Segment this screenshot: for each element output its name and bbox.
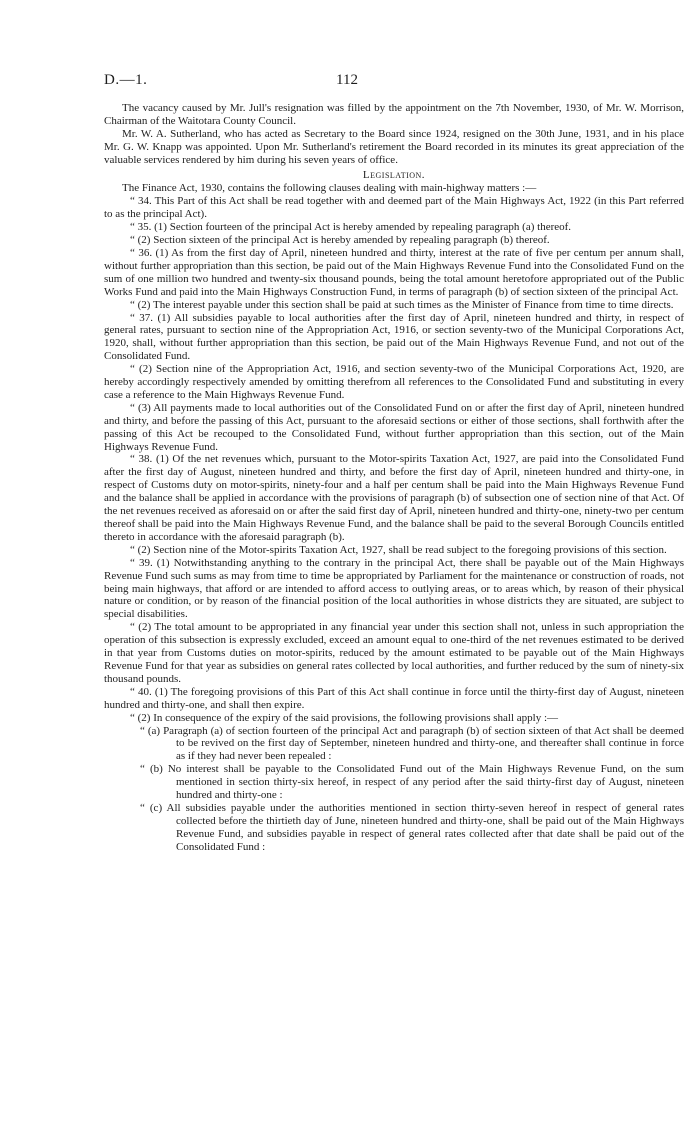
clause: “ (2) Section nine of the Motor-spirits Taxation Act, 1927, shall be read subject to the foregoing provisions of this section.: [130, 543, 667, 556]
clause: “ 35. (1) Section fourteen of the principal Act is hereby amended by repealing paragraph (a) thereof.: [130, 221, 572, 234]
document-reference: D.—1.: [104, 72, 148, 88]
paragraph: The vacancy caused by Mr. Jull's resignation was filled by the appointment on the 7th November, 1930, of Mr. W. Morrison, Chairman of the Waitotara County Council.: [104, 102, 684, 127]
clause: “ 37. (1) All subsidies payable to local authorities after the first day of April, nineteen hundred and thirty, in respect of general rates, pursuant to section nine of the Appropriation Act, 1916, or section seventy-two of the Municipal Corporations Act, 1920, shall, without further appropriation than this section, be paid out of the Main Highways Revenue Fund, and not out of the Consolidated Fund.: [104, 311, 684, 363]
sub-clause: “ (a) Paragraph (a) of section fourteen of the principal Act and paragraph (b) of section sixteen of that Act shall be deemed to be revived on the first day of September, nineteen hundred and thirty-one, and thereafter shall continue in force as if they had never been repealed :: [140, 724, 684, 763]
section-heading: Legislation.: [362, 168, 426, 181]
clause: “ (2) The total amount to be appropriated in any financial year under this section shall not, unless in such appropriation the operation of this subsection is expressly excluded, exceed an amount equal to one-third of the net revenues estimated to be derived in that year from Customs duties on motor-spirits, reduced by the amount estimated to be payable out of the Main Highways Revenue Fund for that year as subsidies on general rates collected by local authorities, and further reduced by the sum of ninety-six thousand pounds.: [104, 621, 684, 685]
clause: “ (2) Section sixteen of the principal Act is hereby amended by repealing paragraph (b) thereof.: [130, 234, 550, 247]
page-number: 112: [336, 72, 358, 88]
clause: “ 36. (1) As from the first day of April, nineteen hundred and thirty, interest at the rate of five per centum per annum shall, without further appropriation than this section, be paid out of the Main Highways Revenue Fund into the Consolidated Fund on the sum of one million two hundred and twenty-six thousand pounds, being the total amount heretofore appropriated out of the Public Works Fund and paid into the Main Highways Construction Fund, in terms of paragraph (b) of section sixteen of the principal Act.: [104, 246, 684, 298]
clause: “ 38. (1) Of the net revenues which, pursuant to the Motor-spirits Taxation Act, 1927, are paid into the Consolidated Fund after the first day of August, nineteen hundred and thirty, and before the first day of April, nineteen hundred and thirty-one, in respect of Customs duty on motor-spirits, ninety-four and a half per centum shall be paid into the Main Highways Revenue Fund and the balance shall be applied in accordance with the provisions of paragraph (b) of subsection one of section nine of that Act. Of the net revenues received as aforesaid on or after the said first day of April, nineteen hundred and thirty-one, ninety-two per centum thereof shall be paid into the Main Highways Revenue Fund, and the balance shall be paid to the several Borough Councils entitled thereto in accordance with the aforesaid paragraph (b).: [104, 453, 684, 543]
clause: “ (2) Section nine of the Appropriation Act, 1916, and section seventy-two of the Municipal Corporations Act, 1920, are hereby accordingly respectively amended by omitting therefrom all references to the Consolidated Fund and substituting in every case a reference to the Main Highways Revenue Fund.: [104, 363, 684, 401]
clause: “ 34. This Part of this Act shall be read together with and deemed part of the Main Highways Act, 1922 (in this Part referred to as the principal Act).: [104, 195, 684, 221]
paragraph: The Finance Act, 1930, contains the following clauses dealing with main-highway matters :—: [122, 182, 537, 195]
clause: “ 39. (1) Notwithstanding anything to the contrary in the principal Act, there shall be payable out of the Main Highways Revenue Fund such sums as may from time to time be appropriated by Parliament for the maintenance or construction of roads, not being main highways, that afford or are intended to afford access to outlying areas, or to areas which, by reason of their physical nature or condition, or by reason of the financial position of the local authorities in whose districts they are situated, are subject to special disabilities.: [104, 556, 684, 621]
paragraph: Mr. W. A. Sutherland, who has acted as Secretary to the Board since 1924, resigned on the 30th June, 1931, and in his place Mr. G. W. Knapp was appointed. Upon Mr. Sutherland's retirement the Board recorded in its minutes its great appreciation of the valuable services rendered by him during his seven years of office.: [104, 127, 684, 166]
document-body: [104, 102, 684, 854]
clause: “ 40. (1) The foregoing provisions of this Part of this Act shall continue in force until the thirty-first day of August, nineteen hundred and thirty-one, and shall then expire.: [104, 685, 684, 711]
sub-clause: “ (c) All subsidies payable under the authorities mentioned in section thirty-seven hereof in respect of general rates collected before the thirtieth day of June, nineteen hundred and thirty-one, shall be paid out of the Main Highways Revenue Fund, and subsidies payable in respect of general rates collected after that date shall be paid out of the Consolidated Fund :: [140, 801, 684, 853]
clause: “ (3) All payments made to local authorities out of the Consolidated Fund on or after the first day of April, nineteen hundred and thirty, and before the passing of this Act, pursuant to the aforesaid sections or either of those sections, shall forthwith after the passing of this Act be recouped to the Consolidated Fund, without further appropriation than this section, out of the Main Highways Revenue Fund.: [104, 401, 684, 453]
clause: “ (2) The interest payable under this section shall be paid at such times as the Minister of Finance from time to time directs.: [130, 298, 674, 311]
sub-clause: “ (b) No interest shall be payable to the Consolidated Fund out of the Main Highways Revenue Fund, on the sum mentioned in section thirty-six hereof, in respect of any period after the said thirty-first day of August, nineteen hundred and thirty-one :: [140, 763, 684, 802]
clause: “ (2) In consequence of the expiry of the said provisions, the following provisions shall apply :—: [130, 711, 558, 724]
